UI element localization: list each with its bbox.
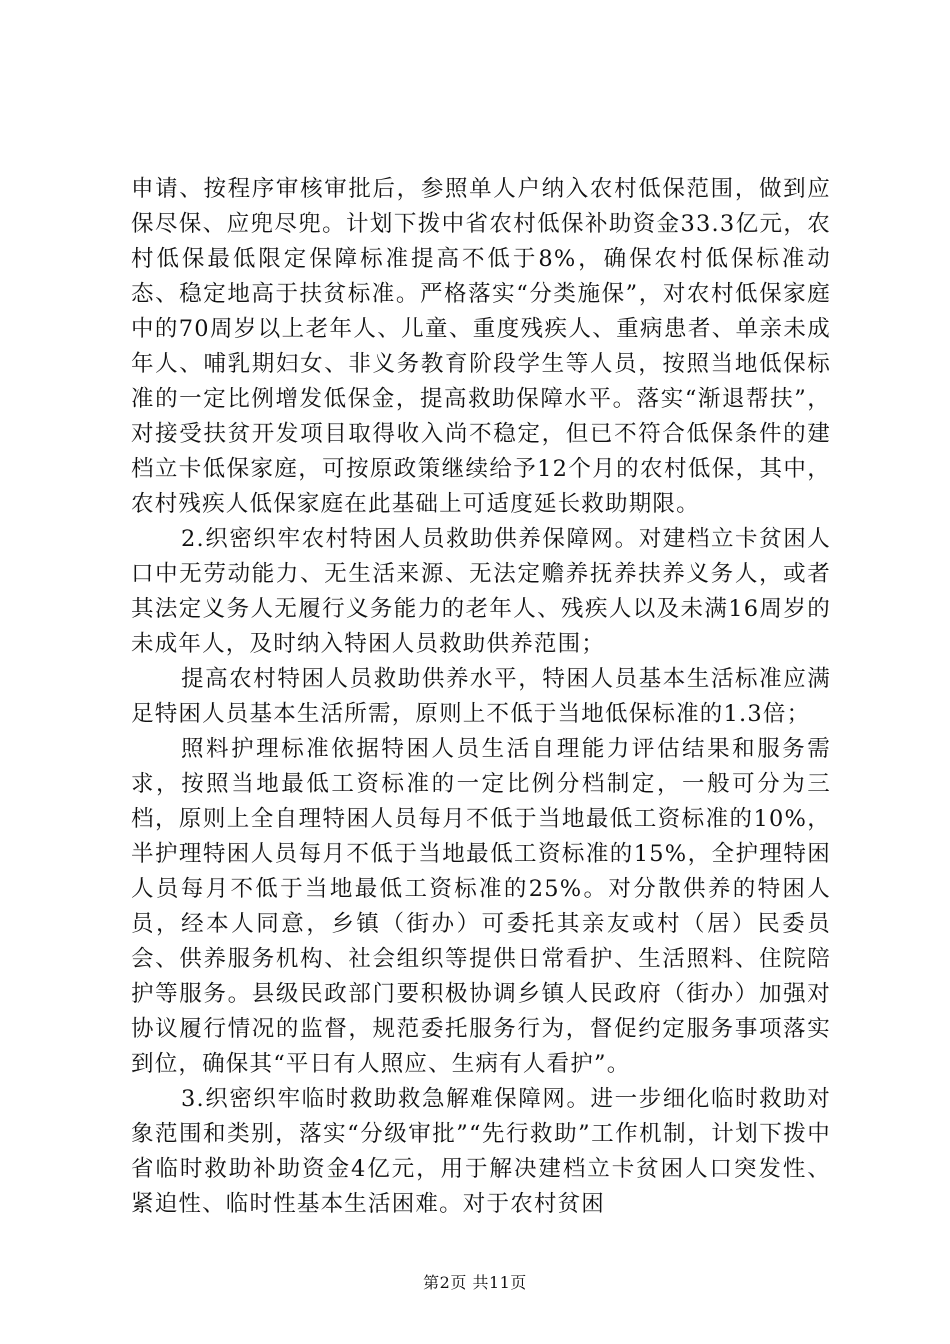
document-body bbox=[131, 172, 831, 1222]
paragraph-support-level: 提高农村特困人员救助供养水平，特困人员基本生活标准应满足特困人员基本生活所需，原则上不低于当地低保标准的1.3倍； bbox=[131, 666, 831, 727]
page-footer: 第2页 共11页 bbox=[423, 1273, 527, 1292]
paragraph-care-standard: 照料护理标准依据特困人员生活自理能力评估结果和服务需求，按照当地最低工资标准的一定比例分档制定，一般可分为三档，原则上全自理特困人员每月不低于当地最低工资标准的10%，半护理特困人员每月不低于当地最低工资标准的15%，全护理特困人员每月不低于当地最低工资标准的25%。对分散供养的特困人员，经本人同意，乡镇（街办）可委托其亲友或村（居）民委员会、供养服务机构、社会组织等提供日常看护、生活照料、住院陪护等服务。县级民政部门要积极协调乡镇人民政府（街办）加强对协议履行情况的监督，规范委托服务行为，督促约定服务事项落实到位，确保其“平日有人照应、生病有人看护”。 bbox=[131, 736, 831, 1077]
paragraph-temporary-assistance: 3.织密织牢临时救助救急解难保障网。进一步细化临时救助对象范围和类别，落实“分级审批”“先行救助”工作机制，计划下拨中省临时救助补助资金4亿元，用于解决建档立卡贫困人口突发性、紧迫性、临时性基本生活困难。对于农村贫困 bbox=[131, 1086, 831, 1217]
paragraph-low-income-guarantee: 申请、按程序审核审批后，参照单人户纳入农村低保范围，做到应保尽保、应兜尽兜。计划下拨中省农村低保补助资金33.3亿元，农村低保最低限定保障标准提高不低于8%，确保农村低保标准动态、稳定地高于扶贫标准。严格落实“分类施保”，对农村低保家庭中的70周岁以上老年人、儿童、重度残疾人、重病患者、单亲未成年人、哺乳期妇女、非义务教育阶段学生等人员，按照当地低保标准的一定比例增发低保金，提高救助保障水平。落实“渐退帮扶”，对接受扶贫开发项目取得收入尚不稳定，但已不符合低保条件的建档立卡低保家庭，可按原政策继续给予12个月的农村低保，其中，农村残疾人低保家庭在此基础上可适度延长救助期限。 bbox=[131, 176, 831, 517]
paragraph-extreme-poverty-support: 2.织密织牢农村特困人员救助供养保障网。对建档立卡贫困人口中无劳动能力、无生活来源、无法定赡养抚养扶养义务人，或者其法定义务人无履行义务能力的老年人、残疾人以及未满16周岁的未成年人，及时纳入特困人员救助供养范围； bbox=[131, 526, 831, 657]
